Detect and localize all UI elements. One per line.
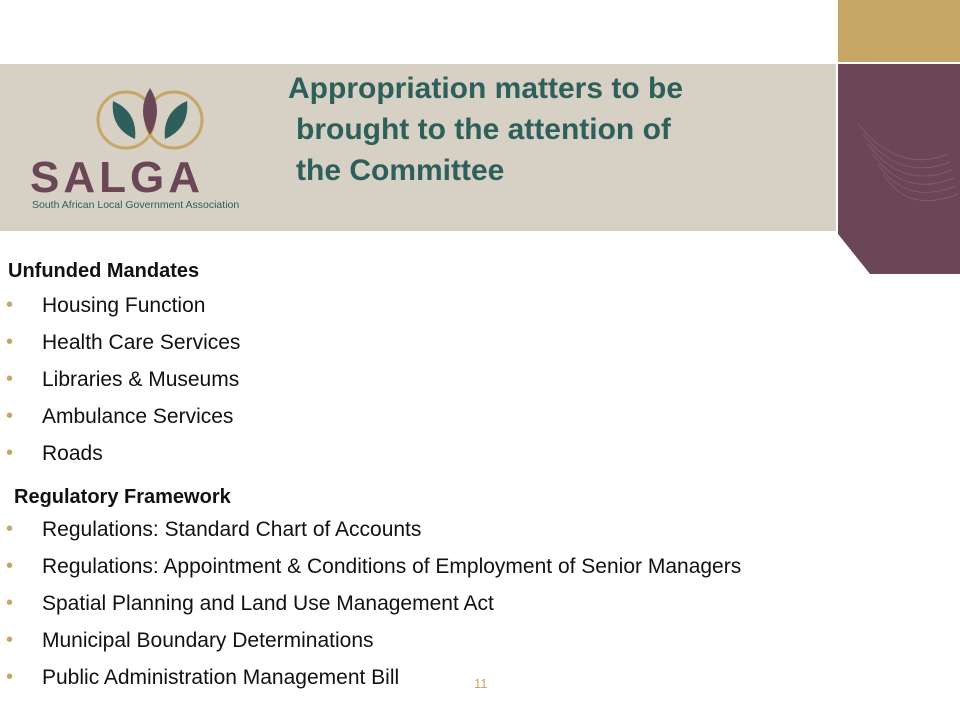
section-heading-regulatory-framework: Regulatory Framework (14, 486, 231, 508)
bullet-icon: • (6, 555, 14, 577)
regulatory-framework-list (0, 518, 741, 703)
list-item: • Roads (6, 442, 103, 465)
bullet-icon: • (6, 666, 14, 688)
list-item: • Regulations: Appointment & Conditions of Employment of Senior Managers (6, 555, 742, 578)
list-item: • Regulations: Standard Chart of Accounts (6, 518, 422, 541)
unfunded-mandates-list (0, 294, 240, 479)
list-item: • Libraries & Museums (6, 368, 240, 391)
list-item: • Ambulance Services (6, 405, 234, 428)
list-item: • Spatial Planning and Land Use Management Act (6, 592, 494, 615)
bullet-icon: • (6, 331, 14, 353)
list-item: • Housing Function (6, 294, 206, 317)
logo-tagline: South African Local Government Association (32, 199, 240, 211)
list-item: • Health Care Services (6, 331, 241, 354)
bullet-icon: • (6, 592, 14, 614)
title-line-2: brought to the attention of (296, 113, 671, 146)
title-line-1: Appropriation matters to be (288, 72, 684, 105)
list-item: • Municipal Boundary Determinations (6, 629, 374, 652)
title-line-3: the Committee (296, 154, 505, 187)
bullet-icon: • (6, 442, 14, 464)
page-number: 11 (474, 676, 488, 691)
list-item: • Public Administration Management Bill (6, 666, 400, 689)
bullet-icon: • (6, 294, 14, 316)
bullet-icon: • (6, 368, 14, 390)
logo-wordmark: SALGA (30, 153, 204, 202)
bullet-icon: • (6, 518, 14, 540)
section-heading-unfunded-mandates: Unfunded Mandates (8, 260, 200, 282)
bullet-icon: • (6, 629, 14, 651)
bullet-icon: • (6, 405, 14, 427)
